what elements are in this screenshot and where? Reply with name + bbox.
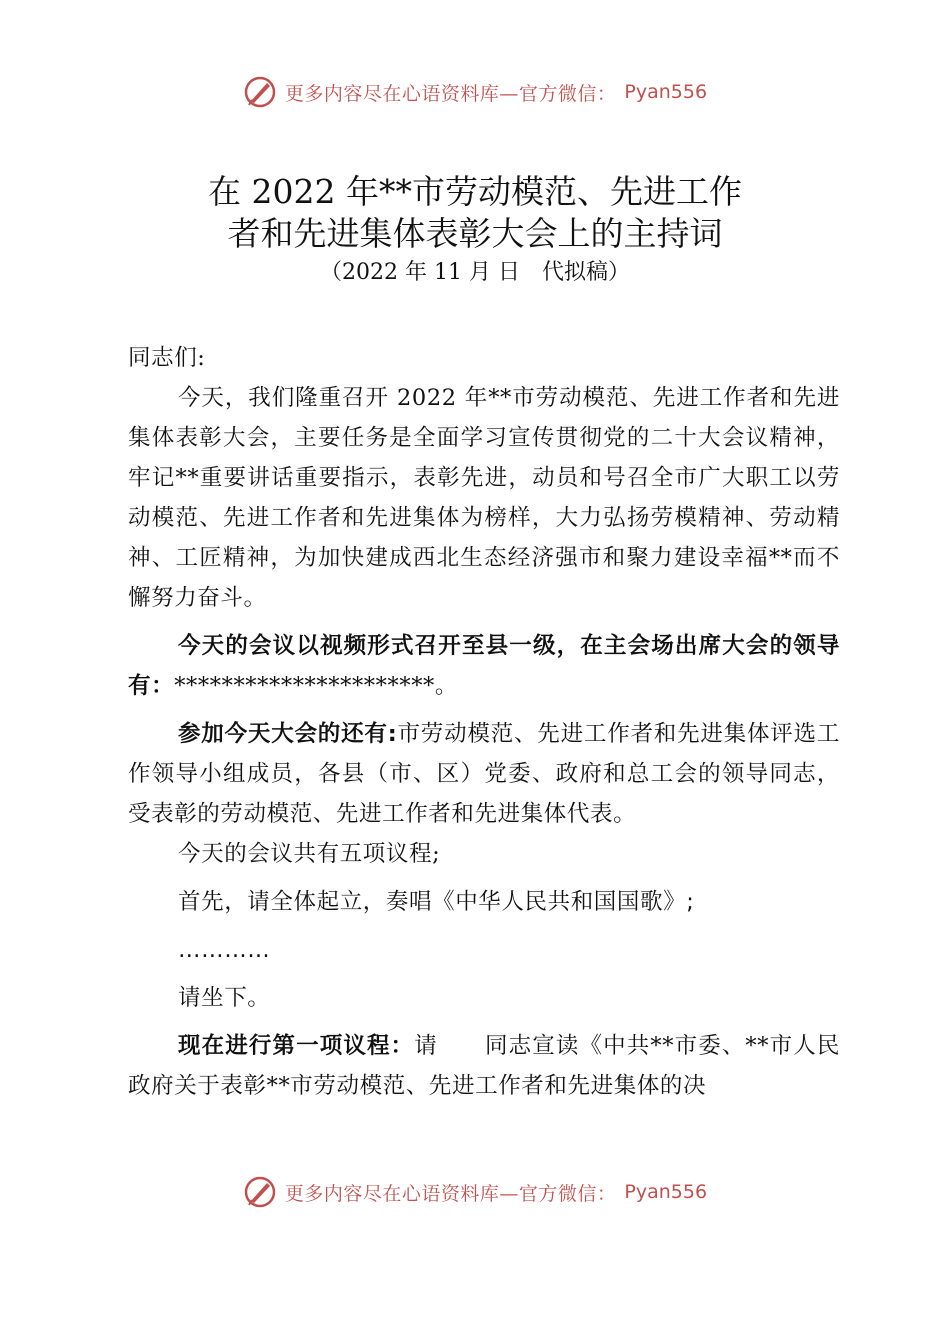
paragraph-intro: 今天，我们隆重召开 2022 年**市劳动模范、先进工作者和先进集体表彰大会，主要任务是全面学习宣传贯彻党的二十大会议精神，牢记**重要讲话重要指示，表彰先进，动员和号召全市广大职工以劳动模范、先进工作者和先进集体为榜样，大力弘扬劳模精神、劳动精神、工匠精神，为加快建成西北生态经济强市和聚力建设幸福**而不懈努力奋斗。 — [128, 385, 840, 611]
banner-text: 更多内容尽在心语资料库—官方微信： — [284, 1182, 617, 1205]
attendees-label: 参加今天大会的还有: — [178, 721, 398, 747]
leaders-names: **********************。 — [174, 673, 459, 699]
banner-text: 更多内容尽在心语资料库—官方微信： — [284, 82, 617, 105]
document-title-line2: 者和先进集体表彰大会上的主持词 — [227, 214, 723, 253]
leaders-label: 今天的会议以视频形式召开至县一级，在主会场出席大会的领导有： — [128, 633, 840, 699]
footer-banner — [0, 1172, 950, 1212]
banner-wechat-id: Pyan556 — [624, 81, 708, 103]
paragraph-ellipsis: ………… — [178, 937, 271, 963]
paragraph-leaders — [128, 626, 840, 706]
header-banner — [0, 72, 950, 112]
greeting: 同志们: — [128, 345, 206, 371]
paragraph-anthem: 首先，请全体起立，奏唱《中华人民共和国国歌》; — [178, 889, 695, 915]
paragraph-attendees — [128, 714, 840, 834]
attendees-list: 市劳动模范、先进工作者和先进集体评选工作领导小组成员，各县（市、区）党委、政府和总工会的领导同志，受表彰的劳动模范、先进工作者和先进集体代表。 — [128, 721, 840, 827]
paragraph-sit-down: 请坐下。 — [178, 985, 271, 1011]
quill-pen-icon — [243, 1175, 277, 1209]
first-agenda-label: 现在进行第一项议程： — [178, 1033, 415, 1059]
document-title-line1: 在 2022 年**市劳动模范、先进工作 — [208, 172, 742, 211]
quill-pen-icon — [243, 75, 277, 109]
paragraph-first-agenda — [128, 1026, 840, 1106]
document-subtitle: （2022 年 11 月 日 代拟稿） — [320, 260, 630, 285]
first-agenda-text: 请 同志宣读《中共**市委、**市人民政府关于表彰**市劳动模范、先进工作者和先进集体的决 — [128, 1033, 840, 1099]
paragraph-agenda-count: 今天的会议共有五项议程; — [178, 841, 441, 867]
document-body — [128, 338, 840, 1106]
banner-wechat-id: Pyan556 — [624, 1181, 708, 1203]
